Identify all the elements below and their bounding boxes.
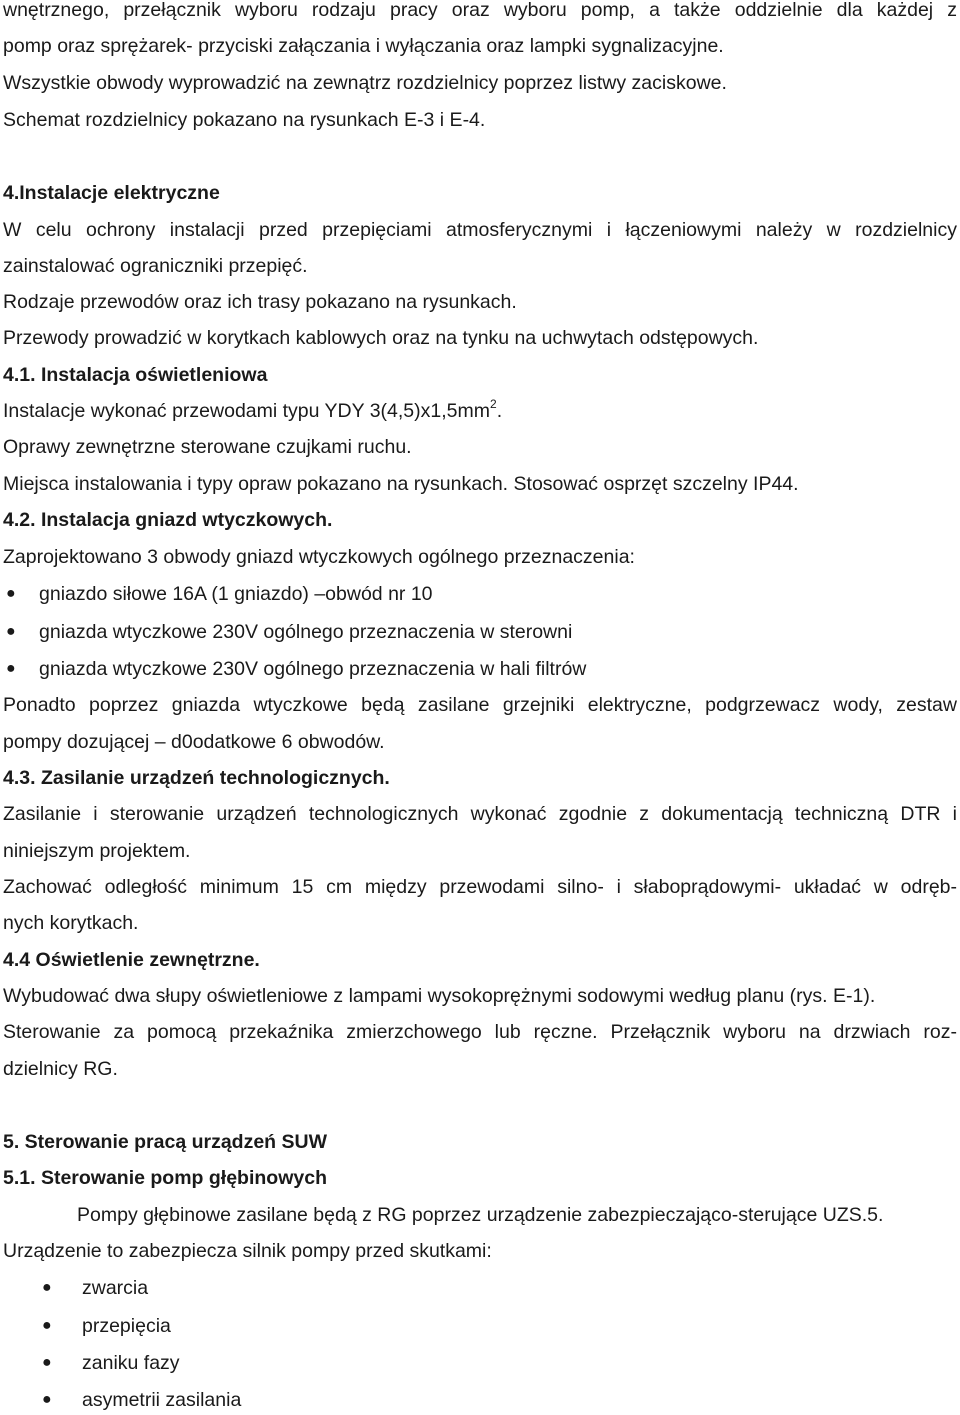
s51-para-2: Urządzenie to zabezpiecza silnik pompy przed skutkami: — [3, 1240, 492, 1262]
intro-line-3: Wszystkie obwody wyprowadzić na zewnątrz rozdzielnicy poprzez listwy zaciskowe. — [3, 72, 727, 94]
s44-para-2-line-2: dzielnicy RG. — [3, 1058, 118, 1080]
section-4-4-heading: 4.4 Oświetlenie zewnętrzne. — [3, 949, 260, 971]
s51-bullet-2: przepięcia — [82, 1315, 171, 1337]
s43-para-2-line-2: nych korytkach. — [3, 912, 139, 934]
section-4-heading: 4.Instalacje elektryczne — [3, 182, 220, 204]
s42-para-2-line-1: Ponadto poprzez gniazda wtyczkowe będą zasilane grzejniki elektryczne, podgrzewacz wody, zestaw — [3, 694, 957, 716]
intro-line-1: wnętrznego, przełącznik wyboru rodzaju pracy oraz wyboru pomp, a także oddzielnie dla każdej z — [3, 0, 957, 21]
bullet-icon: ● — [42, 1279, 52, 1296]
s41-para-2: Oprawy zewnętrzne sterowane czujkami ruchu. — [3, 436, 412, 458]
s44-para-2-line-1: Sterowanie za pomocą przekaźnika zmierzchowego lub ręczne. Przełącznik wyboru na drzwiach roz- — [3, 1021, 957, 1043]
bullet-icon: ● — [42, 1317, 52, 1334]
bullet-icon: ● — [6, 585, 16, 602]
s4-para-1-line-1: W celu ochrony instalacji przed przepięciami atmosferycznymi i łączeniowymi należy w rozdzielnicy — [3, 219, 957, 241]
s51-para-1: Pompy głębinowe zasilane będą z RG poprzez urządzenie zabezpieczająco-sterujące UZS.5. — [77, 1204, 884, 1226]
bullet-icon: ● — [42, 1354, 52, 1371]
s4-para-1-line-2: zainstalować ograniczniki przepięć. — [3, 255, 308, 277]
s41-para-1 — [3, 396, 503, 423]
s42-bullet-3: gniazda wtyczkowe 230V ogólnego przeznaczenia w hali filtrów — [39, 658, 587, 680]
bullet-icon: ● — [42, 1391, 52, 1408]
intro-line-2: pomp oraz sprężarek- przyciski załączania i wyłączania oraz lampki sygnalizacyjne. — [3, 35, 724, 57]
s42-para-2-line-2: pompy dozującej – d0odatkowe 6 obwodów. — [3, 731, 385, 753]
s51-bullet-3: zaniku fazy — [82, 1352, 180, 1374]
s42-bullet-2: gniazda wtyczkowe 230V ogólnego przeznaczenia w sterowni — [39, 621, 573, 643]
s42-intro: Zaprojektowano 3 obwody gniazd wtyczkowych ogólnego przeznaczenia: — [3, 546, 635, 568]
s51-bullet-4: asymetrii zasilania — [82, 1389, 242, 1411]
s41-para-1-end: . — [496, 400, 503, 422]
s41-para-3: Miejsca instalowania i typy opraw pokazano na rysunkach. Stosować osprzęt szczelny IP44. — [3, 473, 799, 495]
s42-bullet-1: gniazdo siłowe 16A (1 gniazdo) –obwód nr 10 — [39, 583, 433, 605]
section-5-1-heading: 5.1. Sterowanie pomp głębinowych — [3, 1167, 327, 1189]
s44-para-1: Wybudować dwa słupy oświetleniowe z lampami wysokoprężnymi sodowymi według planu (rys. E-1). — [3, 985, 876, 1007]
bullet-icon: ● — [6, 623, 16, 640]
section-4-2-heading: 4.2. Instalacja gniazd wtyczkowych. — [3, 509, 333, 531]
s43-para-1-line-1: Zasilanie i sterowanie urządzeń technologicznych wykonać zgodnie z dokumentacją techniczną DTR i — [3, 803, 957, 825]
s43-para-2-line-1: Zachować odległość minimum 15 cm między przewodami silno- i słaboprądowymi- układać w odręb- — [3, 876, 957, 898]
s51-bullet-1: zwarcia — [82, 1277, 149, 1299]
s41-para-1-text: Instalacje wykonać przewodami typu YDY 3(4,5)x1,5mm — [3, 400, 490, 422]
s43-para-1-line-2: niniejszym projektem. — [3, 840, 191, 862]
section-4-3-heading: 4.3. Zasilanie urządzeń technologicznych. — [3, 767, 390, 789]
s4-para-2: Rodzaje przewodów oraz ich trasy pokazano na rysunkach. — [3, 291, 517, 313]
section-5-heading: 5. Sterowanie pracą urządzeń SUW — [3, 1131, 328, 1153]
section-4-1-heading: 4.1. Instalacja oświetleniowa — [3, 364, 268, 386]
bullet-icon: ● — [6, 660, 16, 677]
s4-para-3: Przewody prowadzić w korytkach kablowych oraz na tynku na uchwytach odstępowych. — [3, 327, 759, 349]
s41-para-1-superscript: 2 — [490, 396, 497, 411]
intro-line-4: Schemat rozdzielnicy pokazano na rysunkach E-3 i E-4. — [3, 109, 486, 131]
